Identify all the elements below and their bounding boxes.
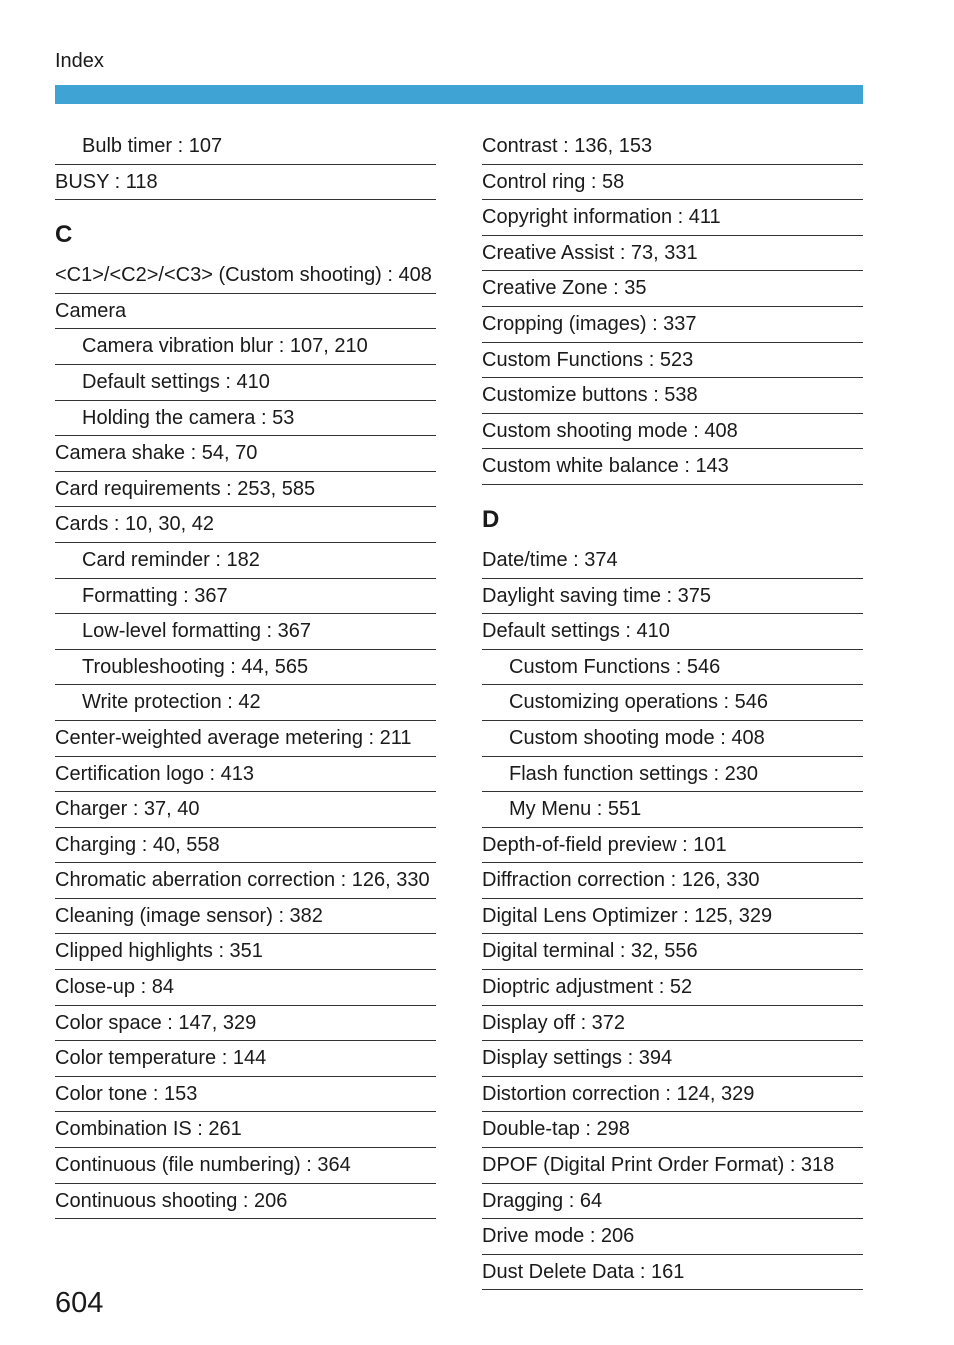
index-letter-heading: D — [482, 505, 500, 533]
index-entry: Daylight saving time : 375 — [482, 579, 863, 615]
index-entry: Double-tap : 298 — [482, 1112, 863, 1148]
index-entry: Custom Functions : 523 — [482, 343, 863, 379]
index-subentry: My Menu : 551 — [482, 792, 863, 828]
index-subentry: Low-level formatting : 367 — [55, 614, 436, 650]
index-subentry: Camera vibration blur : 107, 210 — [55, 329, 436, 365]
index-entry: Display off : 372 — [482, 1006, 863, 1042]
index-entry: DPOF (Digital Print Order Format) : 318 — [482, 1148, 863, 1184]
index-entry: Camera — [55, 294, 436, 330]
index-subentry: Card reminder : 182 — [55, 543, 436, 579]
section-header-label: Index — [55, 50, 104, 72]
index-entry: BUSY : 118 — [55, 165, 436, 201]
index-entry: Default settings : 410 — [482, 614, 863, 650]
index-entry: Customize buttons : 538 — [482, 378, 863, 414]
index-entry: Center-weighted average metering : 211 — [55, 721, 436, 757]
index-entry: Combination IS : 261 — [55, 1112, 436, 1148]
index-entry: Distortion correction : 124, 329 — [482, 1077, 863, 1113]
index-entry: Creative Zone : 35 — [482, 271, 863, 307]
index-entry: Diffraction correction : 126, 330 — [482, 863, 863, 899]
index-entry: Digital terminal : 32, 556 — [482, 934, 863, 970]
page-number: 604 — [55, 1287, 104, 1319]
index-entry: Dragging : 64 — [482, 1184, 863, 1220]
index-column-right — [482, 129, 863, 1290]
index-entry: Cropping (images) : 337 — [482, 307, 863, 343]
index-entry: Cards : 10, 30, 42 — [55, 507, 436, 543]
index-entry: Continuous (file numbering) : 364 — [55, 1148, 436, 1184]
index-subentry: Holding the camera : 53 — [55, 401, 436, 437]
index-subentry: Troubleshooting : 44, 565 — [55, 650, 436, 686]
index-subentry: Flash function settings : 230 — [482, 757, 863, 793]
index-subentry: Formatting : 367 — [55, 579, 436, 615]
index-entry: Dust Delete Data : 161 — [482, 1255, 863, 1291]
index-entry: Card requirements : 253, 585 — [55, 472, 436, 508]
index-entry: Display settings : 394 — [482, 1041, 863, 1077]
index-letter-heading: C — [55, 221, 73, 249]
index-entry: Charger : 37, 40 — [55, 792, 436, 828]
index-entry: Cleaning (image sensor) : 382 — [55, 899, 436, 935]
index-subentry: Custom Functions : 546 — [482, 650, 863, 686]
index-entry: Chromatic aberration correction : 126, 330 — [55, 863, 436, 899]
index-subentry: Write protection : 42 — [55, 685, 436, 721]
index-column-left — [55, 129, 436, 1219]
index-subentry: Custom shooting mode : 408 — [482, 721, 863, 757]
header-accent-bar — [55, 85, 863, 104]
index-entry: Camera shake : 54, 70 — [55, 436, 436, 472]
index-entry: Certification logo : 413 — [55, 757, 436, 793]
index-entry: Color tone : 153 — [55, 1077, 436, 1113]
index-entry: Clipped highlights : 351 — [55, 934, 436, 970]
index-subentry: Default settings : 410 — [55, 365, 436, 401]
index-entry: Custom shooting mode : 408 — [482, 414, 863, 450]
index-entry: Drive mode : 206 — [482, 1219, 863, 1255]
index-entry: Color temperature : 144 — [55, 1041, 436, 1077]
index-entry: Custom white balance : 143 — [482, 449, 863, 485]
index-entry: Copyright information : 411 — [482, 200, 863, 236]
index-entry: <C1>/<C2>/<C3> (Custom shooting) : 408 — [55, 258, 436, 294]
index-entry: Charging : 40, 558 — [55, 828, 436, 864]
index-entry: Continuous shooting : 206 — [55, 1184, 436, 1220]
index-entry: Color space : 147, 329 — [55, 1006, 436, 1042]
index-entry: Depth-of-field preview : 101 — [482, 828, 863, 864]
index-entry: Creative Assist : 73, 331 — [482, 236, 863, 272]
index-entry: Date/time : 374 — [482, 543, 863, 579]
index-subentry: Customizing operations : 546 — [482, 685, 863, 721]
index-entry: Digital Lens Optimizer : 125, 329 — [482, 899, 863, 935]
index-entry: Close-up : 84 — [55, 970, 436, 1006]
index-entry: Dioptric adjustment : 52 — [482, 970, 863, 1006]
index-subentry: Bulb timer : 107 — [55, 129, 436, 165]
index-entry: Contrast : 136, 153 — [482, 129, 863, 165]
index-entry: Control ring : 58 — [482, 165, 863, 201]
